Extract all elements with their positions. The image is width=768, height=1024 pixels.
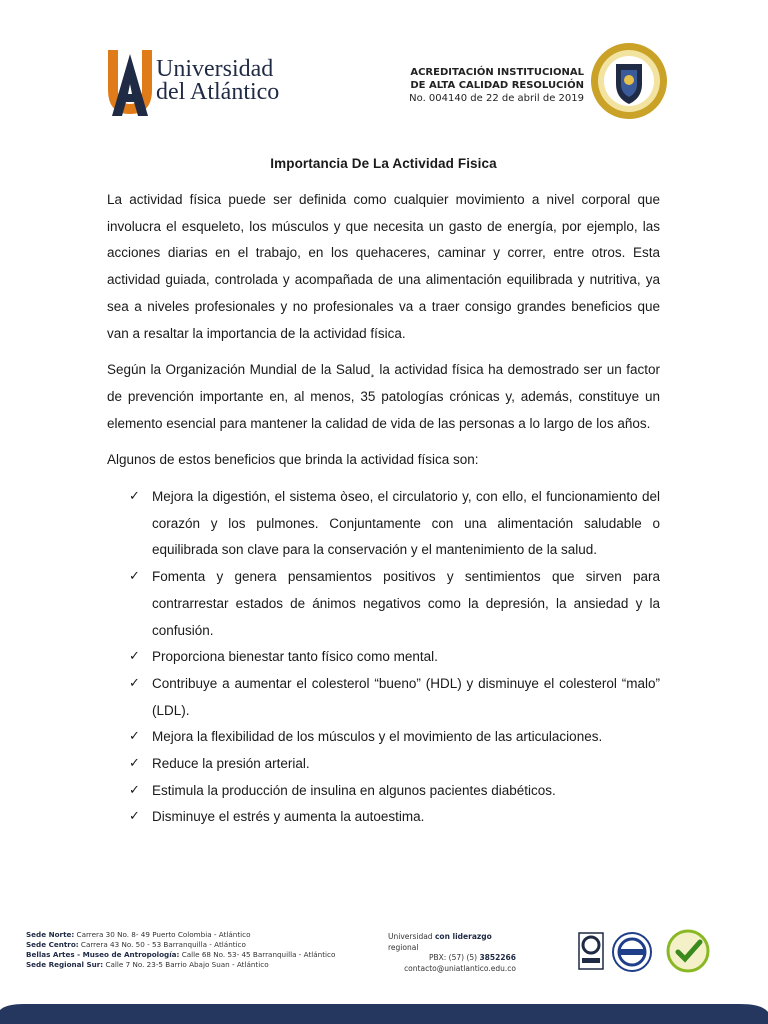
address-line xyxy=(26,950,335,960)
address-line xyxy=(26,930,335,940)
list-item xyxy=(107,778,660,805)
list-item xyxy=(107,751,660,778)
slogan-bold: con liderazgo xyxy=(434,932,492,941)
address-label: Sede Regional Sur: xyxy=(26,960,104,969)
address-line xyxy=(26,940,335,950)
list-item xyxy=(107,564,660,644)
accreditation-line-2: DE ALTA CALIDAD RESOLUCIÓN xyxy=(410,80,584,91)
logo-line-1: Universidad xyxy=(156,56,274,82)
list-item xyxy=(107,484,660,564)
list-item-text: Fomenta y genera pensamientos positivos y sentimientos que sirven para contrarrestar estados de ánimos negativos como la depresión, la ansiedad y la confusión. xyxy=(152,569,660,638)
address-label: Bellas Artes - Museo de Antropología: xyxy=(26,950,180,959)
address-label: Sede Centro: xyxy=(26,940,79,949)
check-icon: ✓ xyxy=(129,729,140,745)
check-icon: ✓ xyxy=(129,809,140,825)
list-item-text: Proporciona bienestar tanto físico como mental. xyxy=(152,649,438,665)
paragraph-oms: Según la Organización Mundial de la Salud¸ la actividad física ha demostrado ser un factor de prevención importante en, al menos, 35 patologías crónicas y, además, constituye un elemento esencial para mantener la calidad de vida de las personas a lo largo de los años. xyxy=(107,362,660,431)
certified-quality-badge-icon xyxy=(664,928,712,974)
check-icon: ✓ xyxy=(129,782,140,798)
check-icon: ✓ xyxy=(129,756,140,772)
logo-wordmark xyxy=(156,58,279,104)
campus-addresses xyxy=(26,930,335,970)
contact-email: contacto@uniatlantico.edu.co xyxy=(404,963,516,973)
check-icon: ✓ xyxy=(129,675,140,691)
check-icon: ✓ xyxy=(129,569,140,585)
certification-badges xyxy=(578,920,718,990)
address-text: Calle 7 No. 23-5 Barrio Abajo Suan - Atlántico xyxy=(103,960,269,969)
logo-line-2: del Atlántico xyxy=(156,79,280,105)
slogan-post: regional xyxy=(388,942,419,952)
list-item-text: Estimula la producción de insulina en algunos pacientes diabéticos. xyxy=(152,782,556,798)
paragraph-intro: La actividad física puede ser definida como cualquier movimiento a nivel corporal que involucra el esqueleto, los músculos y que necesita un gasto de energía, por ejemplo, las acciones diarias en el trabajo, en los quehaceres, caminar y correr, entre otros. Esta actividad guiada, controlada y acompañada de una alimentación equilibrada y nutritiva, ya sea a niveles profesionales y no profesionales va a traer consigo grandes beneficios que van a resaltar la importancia de la actividad física. xyxy=(107,192,660,341)
address-text: Carrera 43 No. 50 - 53 Barranquilla - Atlántico xyxy=(78,940,246,949)
document-body xyxy=(107,156,660,831)
ua-monogram-icon xyxy=(104,44,156,120)
list-item-text: Disminuye el estrés y aumenta la autoestima. xyxy=(152,809,425,825)
accreditation-line-1: ACREDITACIÓN INSTITUCIONAL xyxy=(410,67,584,78)
check-icon: ✓ xyxy=(129,489,140,505)
list-item-text: Mejora la flexibilidad de los músculos y el movimiento de las articulaciones. xyxy=(152,729,603,745)
address-label: Sede Norte: xyxy=(26,930,75,939)
accreditation-seal-icon xyxy=(590,42,668,120)
list-item-text: Mejora la digestión, el sistema òseo, el circulatorio y, con ello, el funcionamiento del corazón y los pulmones. Conjuntamente con una alimentación saludable o equilibrada son clave para la conservación y el mantenimiento de la salud. xyxy=(152,489,660,558)
pbx-line xyxy=(388,953,516,964)
list-item xyxy=(107,671,660,724)
letterhead xyxy=(0,0,768,140)
check-icon: ✓ xyxy=(129,649,140,665)
contact-block xyxy=(388,932,516,974)
pbx-label: PBX: (57) (5) xyxy=(428,953,480,962)
list-item xyxy=(107,804,660,831)
address-text: Carrera 30 No. 8- 49 Puerto Colombia - Atlántico xyxy=(74,930,251,939)
page-footer xyxy=(0,920,768,1024)
slogan xyxy=(388,932,516,953)
address-text: Calle 68 No. 53- 45 Barranquilla - Atlántico xyxy=(179,950,336,959)
list-item xyxy=(107,724,660,751)
list-item-text: Contribuye a aumentar el colesterol “bueno” (HDL) y disminuye el colesterol “malo” (LDL). xyxy=(152,675,660,718)
footer-band xyxy=(0,998,768,1024)
list-item xyxy=(107,644,660,671)
benefits-list xyxy=(107,484,660,831)
accreditation-line-3: No. 004140 de 22 de abril de 2019 xyxy=(409,93,584,104)
icontec-badge-icon xyxy=(578,932,604,970)
document-title: Importancia De La Actividad Fisica xyxy=(270,156,497,171)
university-logo xyxy=(104,44,284,124)
pbx-number: 3852266 xyxy=(479,953,516,962)
slogan-pre: Universidad xyxy=(388,932,435,941)
accreditation-text xyxy=(409,66,584,105)
list-item-text: Reduce la presión arterial. xyxy=(152,756,310,772)
iqnet-badge-icon xyxy=(612,932,652,972)
paragraph-benefits-intro: Algunos de estos beneficios que brinda la actividad física son: xyxy=(107,452,479,468)
address-line xyxy=(26,960,335,970)
